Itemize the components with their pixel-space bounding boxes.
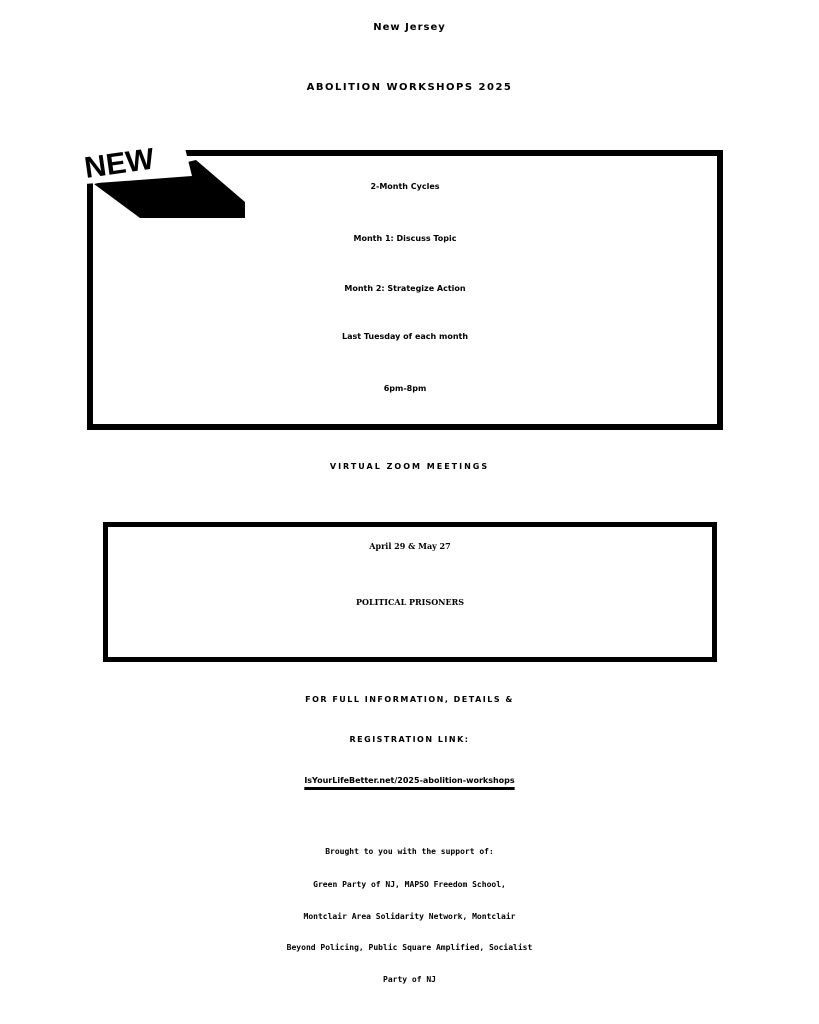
registration-link[interactable]: IsYourLifeBetter.net/2025-abolition-workshops [304, 776, 515, 785]
support-line-3: Montclair Area Solidarity Network, Montclair [303, 912, 516, 921]
schedule-day: Last Tuesday of each month [341, 332, 469, 341]
info-line-1: FOR FULL INFORMATION, DETAILS & [305, 695, 514, 704]
new-badge [80, 140, 245, 230]
support-line-4: Beyond Policing, Public Square Amplified, Socialist [286, 943, 533, 952]
support-line-1: Brought to you with the support of: [325, 847, 494, 856]
schedule-month1: Month 1: Discuss Topic [353, 234, 457, 243]
topic-title: POLITICAL PRISONERS [355, 597, 465, 607]
topic-dates: April 29 & May 27 [369, 541, 451, 551]
meeting-type: VIRTUAL ZOOM MEETINGS [329, 462, 490, 471]
badge-label: NEW [82, 142, 157, 185]
schedule-month2: Month 2: Strategize Action [344, 284, 466, 293]
support-line-2: Green Party of NJ, MAPSO Freedom School, [313, 880, 506, 889]
info-line-2: REGISTRATION LINK: [349, 735, 470, 744]
title-workshops: ABOLITION WORKSHOPS 2025 [306, 82, 513, 93]
schedule-cycles: 2-Month Cycles [370, 182, 440, 191]
schedule-time: 6pm-8pm [383, 384, 427, 393]
support-line-5: Party of NJ [383, 975, 436, 984]
topic-box [103, 522, 717, 662]
title-state: New Jersey [373, 22, 446, 33]
